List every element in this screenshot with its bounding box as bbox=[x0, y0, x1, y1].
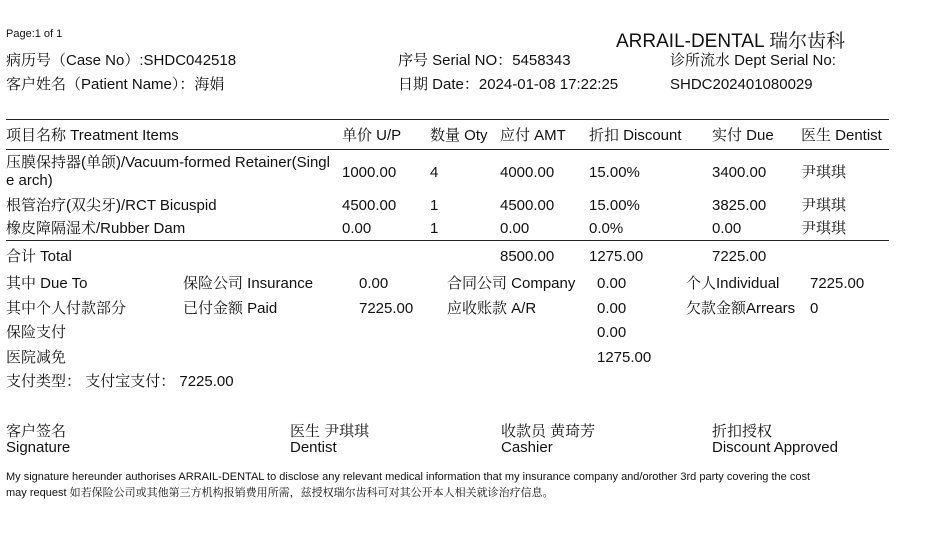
col-header-amount: 应付 AMT bbox=[500, 127, 566, 144]
ar-value: 0.00 bbox=[597, 300, 627, 317]
unit-price: 4500.00 bbox=[342, 197, 397, 214]
discount: 0.0% bbox=[589, 220, 624, 237]
footer-disclaimer-line1: My signature hereunder authorises ARRAIL-DENTAL to disclose any relevant medical information that my insurance company and/orother 3rd party covering the cost bbox=[6, 471, 811, 483]
col-header-dentist: 医生 Dentist bbox=[801, 127, 882, 144]
visit-date bbox=[398, 76, 618, 94]
case-number-value: SHDC042518 bbox=[143, 52, 237, 69]
serial-number bbox=[398, 52, 571, 70]
treatment-item: 压膜保持器(单颌)/Vacuum-formed Retainer(Single arch) bbox=[6, 154, 330, 189]
paid-value: 7225.00 bbox=[359, 300, 414, 317]
footer-disclaimer-line2: may request 如若保险公司或其他第三方机构报销费用所需，兹授权瑞尔齿科可对其公开本人相关就诊治疗信息。 bbox=[6, 487, 554, 499]
paid-label: 已付金额 Paid bbox=[183, 300, 278, 317]
insurance-label: 保险公司 Insurance bbox=[183, 275, 314, 292]
signature-dentist bbox=[290, 423, 369, 457]
company-value: 0.00 bbox=[597, 275, 627, 292]
treatment-item: 根管治疗(双尖牙)/RCT Bicuspid bbox=[6, 197, 217, 214]
dentist: 尹琪琪 bbox=[801, 164, 847, 181]
unit-price: 1000.00 bbox=[342, 164, 397, 181]
col-header-discount: 折扣 Discount bbox=[589, 127, 682, 144]
case-number-label: 病历号（Case No）: bbox=[6, 52, 144, 69]
company-label: 合同公司 Company bbox=[447, 275, 576, 292]
signature-discount bbox=[712, 423, 838, 457]
discount: 15.00% bbox=[589, 164, 640, 181]
table-top-rule bbox=[6, 119, 889, 120]
col-header-due: 实付 Due bbox=[712, 127, 774, 144]
signature-customer-cn: 客户签名 bbox=[6, 423, 67, 440]
due-to-label: 其中 Due To bbox=[6, 275, 88, 292]
insurance-pay-value: 0.00 bbox=[597, 324, 627, 341]
insurance-value: 0.00 bbox=[359, 275, 389, 292]
signature-dentist-en: Dentist bbox=[290, 439, 337, 456]
total-discount: 1275.00 bbox=[589, 248, 644, 265]
dept-serial-label: 诊所流水 Dept Serial No: bbox=[670, 52, 836, 69]
page-indicator: Page:1 of 1 bbox=[6, 28, 63, 40]
treatment-item: 橡皮障隔湿术/Rubber Dam bbox=[6, 220, 186, 237]
amount: 4000.00 bbox=[500, 164, 555, 181]
hospital-reduction-label: 医院减免 bbox=[6, 349, 67, 366]
dentist: 尹琪琪 bbox=[801, 220, 847, 237]
quantity: 1 bbox=[430, 197, 439, 214]
patient-name-label: 客户姓名（Patient Name）： bbox=[6, 76, 195, 93]
quantity: 1 bbox=[430, 220, 439, 237]
payment-type-label: 支付类型： bbox=[6, 373, 82, 390]
signature-discount-en: Discount Approved bbox=[712, 439, 838, 456]
unit-price: 0.00 bbox=[342, 220, 372, 237]
payment-type bbox=[6, 373, 234, 391]
ar-label: 应收账款 A/R bbox=[447, 300, 537, 317]
hospital-reduction-value: 1275.00 bbox=[597, 349, 652, 366]
dept-serial-value: SHDC202401080029 bbox=[670, 76, 813, 93]
visit-date-value: 2024-01-08 17:22:25 bbox=[478, 76, 619, 93]
arrears-label: 欠款金额Arrears bbox=[686, 300, 796, 317]
signature-discount-cn: 折扣授权 bbox=[712, 423, 773, 440]
serial-number-value: 5458343 bbox=[512, 52, 571, 69]
arrears-value: 0 bbox=[810, 300, 819, 317]
table-total-rule bbox=[6, 240, 889, 241]
signature-cashier-cn: 收款员 黄琦芳 bbox=[501, 423, 596, 440]
due: 0.00 bbox=[712, 220, 742, 237]
brand-name: ARRAIL-DENTAL 瑞尔齿科 bbox=[616, 31, 846, 52]
total-label: 合计 Total bbox=[6, 248, 72, 265]
individual-label: 个人Individual bbox=[686, 275, 780, 292]
signature-cashier bbox=[501, 423, 595, 457]
total-due: 7225.00 bbox=[712, 248, 767, 265]
patient-name-value: 海娟 bbox=[194, 76, 225, 93]
payment-amount: 7225.00 bbox=[179, 373, 234, 390]
case-number bbox=[6, 52, 236, 70]
dentist: 尹琪琪 bbox=[801, 197, 847, 214]
col-header-quantity: 数量 Oty bbox=[430, 127, 488, 144]
signature-customer bbox=[6, 423, 70, 457]
patient-name bbox=[6, 76, 224, 94]
signature-dentist-cn: 医生 尹琪琪 bbox=[290, 423, 370, 440]
signature-customer-en: Signature bbox=[6, 439, 71, 456]
individual-value: 7225.00 bbox=[810, 275, 865, 292]
signature-cashier-en: Cashier bbox=[501, 439, 553, 456]
discount: 15.00% bbox=[589, 197, 640, 214]
visit-date-label: 日期 Date： bbox=[398, 76, 479, 93]
quantity: 4 bbox=[430, 164, 439, 181]
due: 3825.00 bbox=[712, 197, 767, 214]
col-header-unit-price: 单价 U/P bbox=[342, 127, 402, 144]
due: 3400.00 bbox=[712, 164, 767, 181]
total-amount: 8500.00 bbox=[500, 248, 555, 265]
insurance-pay-label: 保险支付 bbox=[6, 324, 67, 341]
amount: 0.00 bbox=[500, 220, 530, 237]
amount: 4500.00 bbox=[500, 197, 555, 214]
payment-method: 支付宝支付： bbox=[85, 373, 176, 390]
serial-number-label: 序号 Serial NO： bbox=[398, 52, 513, 69]
personal-part-label: 其中个人付款部分 bbox=[6, 300, 127, 317]
col-header-items: 项目名称 Treatment Items bbox=[6, 127, 179, 144]
table-header-rule bbox=[6, 149, 889, 150]
